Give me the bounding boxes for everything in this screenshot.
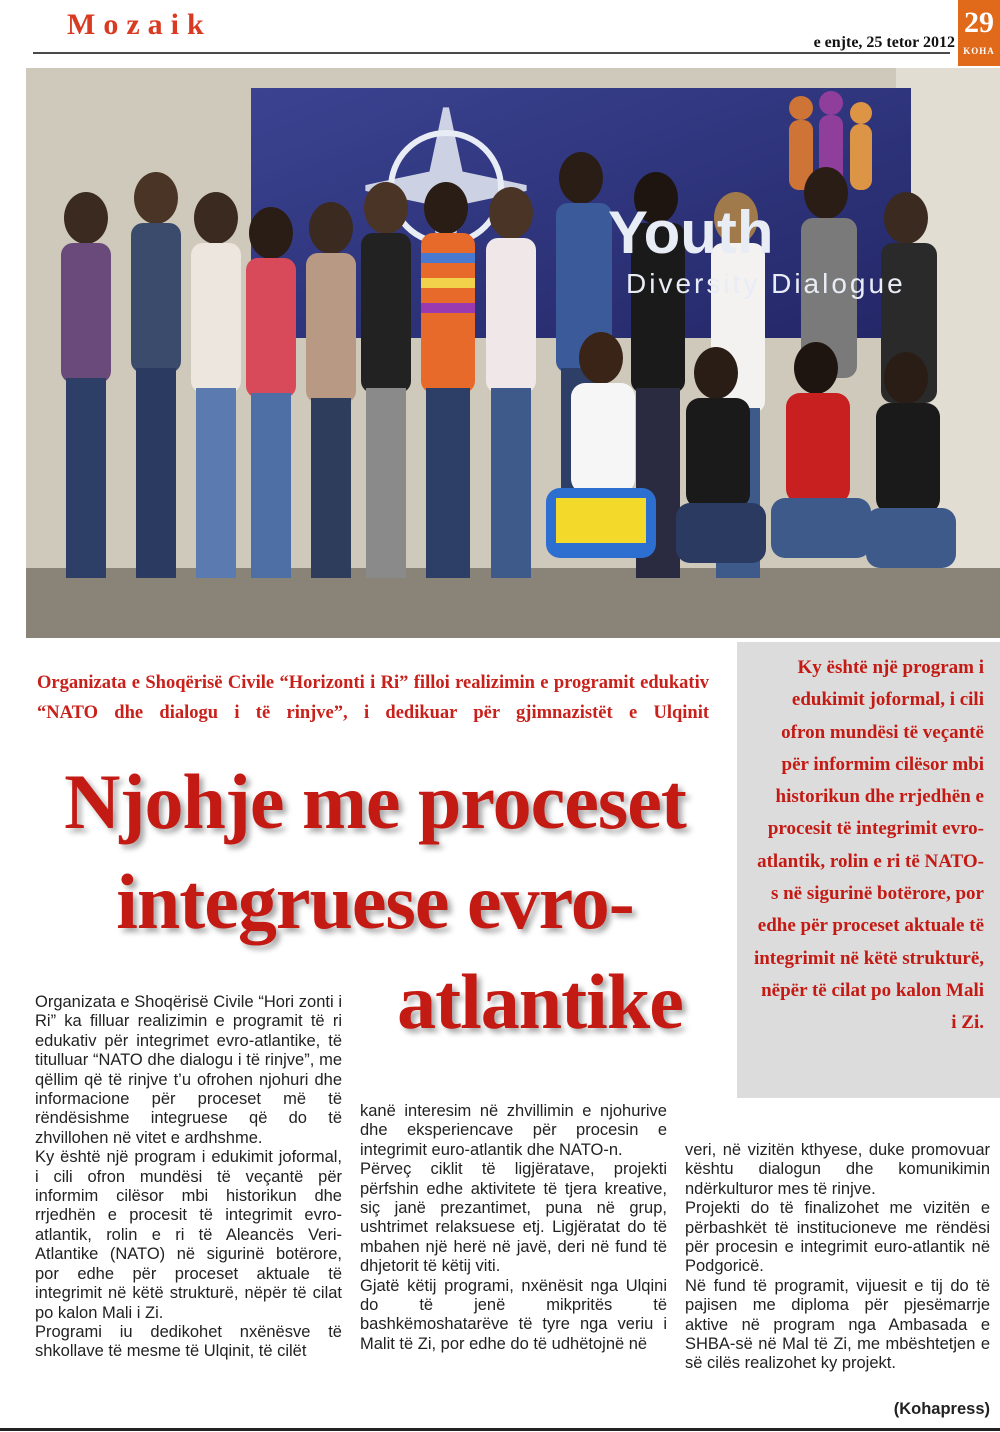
paragraph: Në fund të programit, vijuesit e tij do të pajisen me diploma për pjesëmarrje aktive në program nga Ambasada e SHBA-së në Mal të Zi, me mbështetjen e së cilës realizohet ky projekt.	[685, 1276, 990, 1373]
title-line-3: atlantike	[397, 958, 683, 1045]
banner-text: Youth	[608, 199, 774, 266]
article-title	[30, 752, 720, 952]
paragraph: veri, në vizitën kthyese, duke promovuar kështu dialogun dhe komunikimin ndërkulturor mes të rinjve.	[685, 1141, 990, 1198]
paragraph: Përveç ciklit të ligjëratave, projekti përfshin edhe aktivitete të tjera kreative, siç janë prezantimet, puna në grup, ushtrimet relaksuese etj. Ligjëratat do të mbahen një herë në javë, deri në fund të dhjetorit të këtij viti.	[360, 1160, 667, 1276]
brand-logo: KOHA	[963, 46, 995, 56]
body-column-3	[685, 1141, 990, 1374]
title-line-1: Njohje me proceset	[64, 758, 686, 845]
paragraph: kanë interesim në zhvillimin e njohurive dhe eksperiencave për procesin e integrimit euro-atlantik dhe NATO-n.	[360, 1102, 667, 1159]
page-number: 29	[964, 6, 994, 39]
footer-divider	[0, 1428, 1000, 1431]
paragraph: Projekti do të finalizohet me vizitën e përbashkët të institucioneve me rëndësi për procesin e integrimit euro-atlantik në Podgoricë.	[685, 1199, 990, 1276]
paragraph: Ky është një program i edukimit joformal, i cili ofron mundësi të veçantë për informim cilësor mbi historikun dhe rrjedhën e procesit të integrimit evro-atlantik, rolin e ri të Aleancës Veri-Atlantike (NATO) në sigurinë botërore, por edhe për proceset aktuale të integrimit në këtë strukturë, nëpër të cilat po kalon Mali i Zi.	[35, 1148, 342, 1322]
group-photo	[26, 68, 1000, 638]
paragraph: Programi iu dedikohet nxënësve të shkollave të mesme të Ulqinit, të cilët	[35, 1322, 342, 1361]
pull-quote: Ky është një program i edukimit joformal, i cili ofron mundësi të veçantë për informim cilësor mbi historikun dhe rrjedhën e procesit të integrimit evro-atlantik, rolin e ri të NATO-s në sigurinë botërore, por edhe për proceset aktuale të integrimit në këtë strukturë, nëpër të cilat po kalon Mali i Zi.	[753, 657, 984, 1034]
article-credit: (Kohapress)	[893, 1400, 990, 1418]
issue-date: e enjte, 25 tetor 2012	[813, 34, 955, 51]
article-lead: Organizata e Shoqërisë Civile “Horizonti i Ri” filloi realizimin e programit edukativ “NATO dhe dialogu i të rinjve”, i dedikuar për gjimnazistët e Ulqinit	[37, 673, 709, 723]
title-line-2: integruese evro-	[116, 858, 634, 945]
photo-illustration	[26, 68, 1000, 638]
section-name: Mozaik	[67, 8, 212, 41]
body-column-2	[360, 1102, 667, 1354]
paragraph: Organizata e Shoqërisë Civile “Hori zonti i Ri” ka filluar realizimin e programit të ri edukativ për integrimet evro-atlantike, të titulluar “NATO dhe dialogu i të rinjve”, me qëllim që të rinjve t’u ofrohen njohuri dhe informacione për proceset më të rëndësishme integruese që do të zhvillohen në vitet e ardhshme.	[35, 993, 342, 1147]
header-divider	[33, 52, 950, 54]
banner-subtitle: Diversity Dialogue	[626, 268, 906, 299]
body-column-1	[35, 993, 342, 1362]
paragraph: Gjatë këtij programi, nxënësit nga Ulqini do të jenë mikpritës të bashkëmoshatarëve të tyre nga veriu i Malit të Zi, por edhe do të udhëtojnë në	[360, 1276, 667, 1353]
